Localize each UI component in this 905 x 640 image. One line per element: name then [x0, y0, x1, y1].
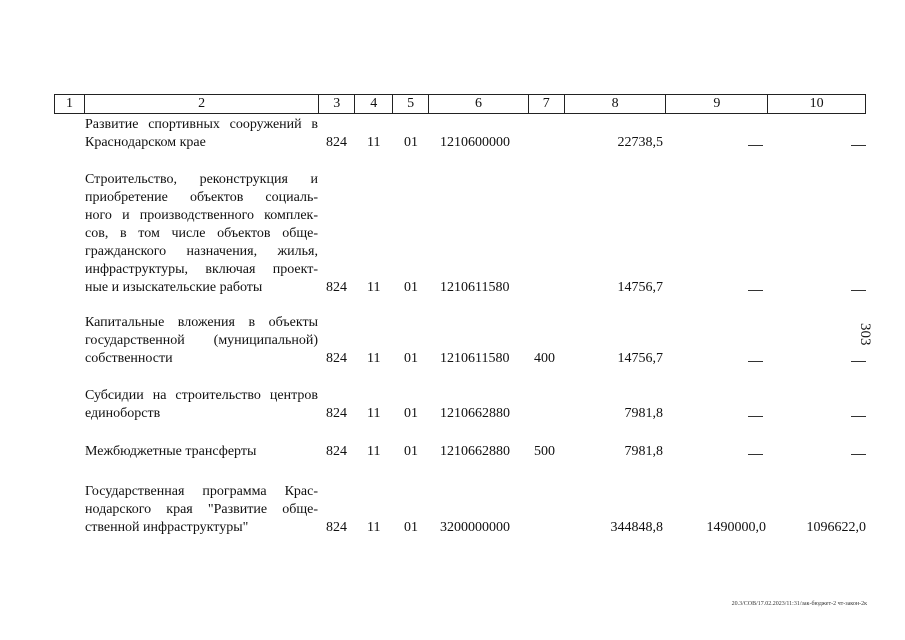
cell-3: 824: [326, 280, 347, 295]
cell-4: 11: [367, 520, 381, 535]
footer-stamp: 20.3/СОВ/17.02.2023/11:31/зак-бюджет-2 чт-закон-2к: [731, 601, 867, 607]
cell-7: 400: [534, 351, 555, 366]
empty-value-dash: [748, 145, 763, 146]
cell-4: 11: [367, 280, 381, 295]
empty-value-dash: [748, 290, 763, 291]
cell-4: 11: [367, 444, 381, 459]
header-col-6: 6: [429, 95, 529, 113]
cell-5: 01: [404, 406, 418, 421]
cell-4: 11: [367, 135, 381, 150]
header-col-1: 1: [55, 95, 85, 113]
empty-value-dash: [748, 416, 763, 417]
cell-8: 7981,8: [624, 444, 663, 459]
cell-3: 824: [326, 135, 347, 150]
row-name-line: нодарского края "Развитие обще-: [85, 502, 318, 517]
cell-6: 1210600000: [440, 135, 510, 150]
cell-6: 1210611580: [440, 280, 510, 295]
empty-value-dash: [851, 145, 866, 146]
cell-6: 3200000000: [440, 520, 510, 535]
header-col-5: 5: [393, 95, 429, 113]
row-name-line: единоборств: [85, 406, 161, 421]
row-name: [85, 116, 318, 152]
cell-5: 01: [404, 280, 418, 295]
row-name-line: Капитальные вложения в объекты: [85, 315, 318, 330]
header-col-8: 8: [565, 95, 667, 113]
header-col-7: 7: [529, 95, 565, 113]
cell-5: 01: [404, 444, 418, 459]
cell-8: 7981,8: [624, 406, 663, 421]
header-col-10: 10: [809, 96, 824, 111]
row-name-line: собственности: [85, 351, 173, 366]
header-col-2: 2: [85, 95, 319, 113]
row-name: [85, 387, 318, 423]
row-name: [85, 171, 318, 297]
page-number: 303: [857, 323, 873, 346]
row-name-line: Строительство, реконструкция и: [85, 172, 318, 187]
cell-6: 1210662880: [440, 444, 510, 459]
row-name-line: Межбюджетные трансферты: [85, 444, 257, 459]
cell-4: 11: [367, 351, 381, 366]
row-name-line: Развитие спортивных сооружений в: [85, 117, 318, 132]
cell-4: 11: [367, 406, 381, 421]
cell-8: 14756,7: [617, 351, 663, 366]
row-name-line: гражданского назначения, жилья,: [85, 244, 318, 259]
header-col-3: 3: [319, 95, 355, 113]
cell-10: 1096622,0: [806, 520, 866, 535]
empty-value-dash: [851, 416, 866, 417]
empty-value-dash: [748, 454, 763, 455]
empty-value-dash: [851, 361, 866, 362]
row-name-line: ственной инфраструктуры": [85, 520, 249, 535]
cell-3: 824: [326, 444, 347, 459]
header-col-9: 9: [666, 95, 768, 113]
empty-value-dash: [851, 290, 866, 291]
cell-8: 22738,5: [617, 135, 663, 150]
header-col-4: 4: [355, 95, 393, 113]
row-name-line: Государственная программа Крас-: [85, 484, 318, 499]
cell-8: 14756,7: [617, 280, 663, 295]
row-name-line: ные и изыскательские работы: [85, 280, 263, 295]
row-name-line: Краснодарском крае: [85, 135, 206, 150]
row-name-line: приобретение объектов социаль-: [85, 190, 318, 205]
empty-value-dash: [748, 361, 763, 362]
cell-7: 500: [534, 444, 555, 459]
cell-5: 01: [404, 520, 418, 535]
cell-3: 824: [326, 406, 347, 421]
cell-8: 344848,8: [610, 520, 663, 535]
row-name: [85, 443, 318, 461]
cell-3: 824: [326, 520, 347, 535]
table-header: [54, 94, 866, 114]
cell-5: 01: [404, 351, 418, 366]
row-name-line: сов, в том числе объектов обще-: [85, 226, 318, 241]
row-name-line: ного и производственного комплек-: [85, 208, 318, 223]
cell-6: 1210662880: [440, 406, 510, 421]
cell-5: 01: [404, 135, 418, 150]
cell-3: 824: [326, 351, 347, 366]
row-name-line: государственной (муниципальной): [85, 333, 318, 348]
row-name: [85, 314, 318, 368]
row-name-line: инфраструктуры, включая проект-: [85, 262, 318, 277]
row-name-line: Субсидии на строительство центров: [85, 388, 318, 403]
cell-6: 1210611580: [440, 351, 510, 366]
cell-9: 1490000,0: [706, 520, 766, 535]
empty-value-dash: [851, 454, 866, 455]
row-name: [85, 483, 318, 537]
